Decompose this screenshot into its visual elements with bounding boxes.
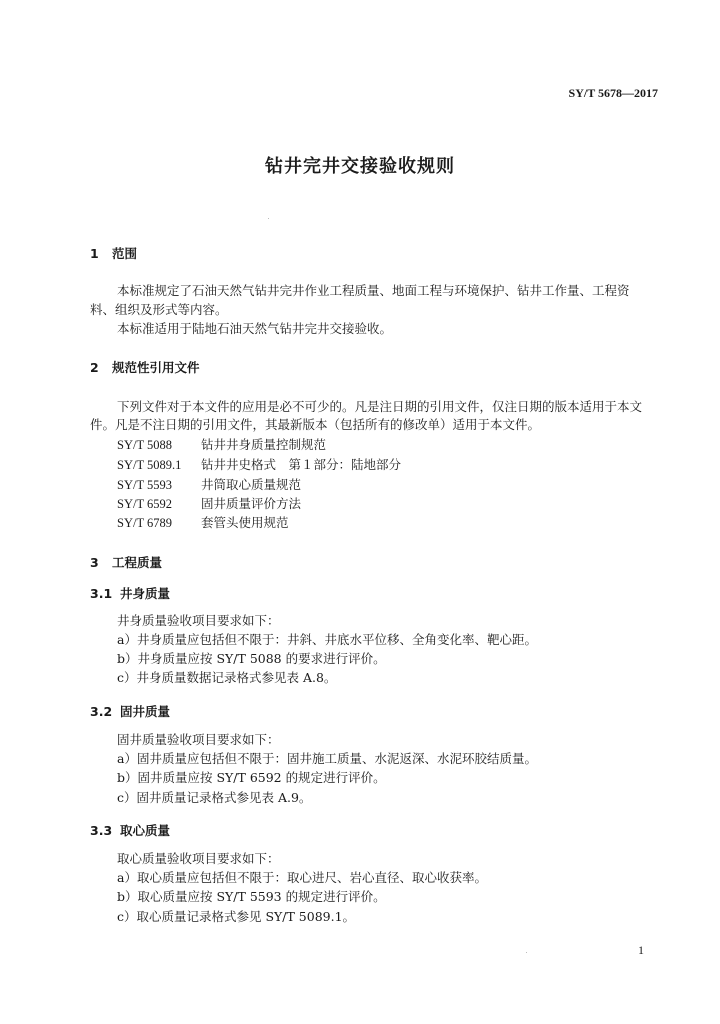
section-2-heading [90,358,200,376]
reference-name: 固井质量评价方法 [201,496,302,511]
reference-item [117,436,326,454]
reference-name: 钻井井史格式 第１部分：陆地部分 [201,457,402,472]
references-paragraph-line-2: 件。凡是不注日期的引用文件，其最新版本（包括所有的修改单）适用于本文件。 [90,417,541,432]
subsection-3-2-heading [90,702,170,720]
section-3-heading [90,553,162,571]
reference-item [117,456,401,474]
scan-speck [526,952,527,953]
wellbore-quality-item-c: c）井身质量数据记录格式参见表 A.8。 [117,670,337,685]
reference-code: SY/T 5088 [117,438,172,452]
reference-code: SY/T 5089.1 [117,458,182,472]
wellbore-quality-intro: 井身质量验收项目要求如下： [117,613,280,628]
section-number: 1 [90,246,99,261]
standard-code: SY/T 5678—2017 [568,86,658,100]
cementing-quality-item-b: b）固井质量应按 SY/T 6592 的规定进行评价。 [117,770,386,785]
document-title: 钻井完井交接验收规则 [265,156,455,177]
cementing-quality-intro: 固井质量验收项目要求如下： [117,732,280,747]
reference-item [117,476,301,494]
coring-quality-item-a: a）取心质量应包括但不限于：取心进尺、岩心直径、取心收获率。 [117,870,487,885]
section-title: 规范性引用文件 [112,360,200,375]
reference-item [117,514,289,532]
reference-name: 套管头使用规范 [201,515,289,530]
subsection-title: 井身质量 [120,586,171,601]
subsection-number: 3.3 [90,823,113,838]
scan-speck [268,218,269,219]
reference-name: 钻井井身质量控制规范 [201,437,327,452]
subsection-title: 取心质量 [120,823,171,838]
section-number: 3 [90,555,99,570]
section-title: 工程质量 [112,555,163,570]
subsection-3-1-heading [90,584,170,602]
cementing-quality-item-c: c）固井质量记录格式参见表 A.9。 [117,790,312,805]
reference-code: SY/T 5593 [117,478,172,492]
wellbore-quality-item-a: a）井身质量应包括但不限于：井斜、井底水平位移、全角变化率、靶心距。 [117,632,537,647]
subsection-title: 固井质量 [120,704,171,719]
scope-paragraph-line-1: 本标准规定了石油天然气钻井完井作业工程质量、地面工程与环境保护、钻井工作量、工程资 [117,283,630,298]
reference-code: SY/T 6592 [117,497,172,511]
coring-quality-intro: 取心质量验收项目要求如下： [117,851,280,866]
cementing-quality-item-a: a）固井质量应包括但不限于：固井施工质量、水泥返深、水泥环胶结质量。 [117,751,537,766]
reference-code: SY/T 6789 [117,516,172,530]
subsection-number: 3.2 [90,704,113,719]
section-title: 范围 [112,246,138,261]
page-number: 1 [638,943,644,957]
scope-applicability: 本标准适用于陆地石油天然气钻井完井交接验收。 [117,321,393,336]
section-1-heading [90,244,137,262]
wellbore-quality-item-b: b）井身质量应按 SY/T 5088 的要求进行评价。 [117,651,386,666]
coring-quality-item-b: b）取心质量应按 SY/T 5593 的规定进行评价。 [117,889,386,904]
reference-item [117,495,301,513]
section-number: 2 [90,360,99,375]
reference-name: 井筒取心质量规范 [201,477,302,492]
scope-paragraph-line-2: 料、组织及形式等内容。 [90,302,228,317]
subsection-number: 3.1 [90,586,113,601]
references-paragraph-line-1: 下列文件对于本文件的应用是必不可少的。凡是注日期的引用文件，仅注日期的版本适用于本文 [117,399,643,414]
subsection-3-3-heading [90,821,170,839]
coring-quality-item-c: c）取心质量记录格式参见 SY/T 5089.1。 [117,909,356,924]
